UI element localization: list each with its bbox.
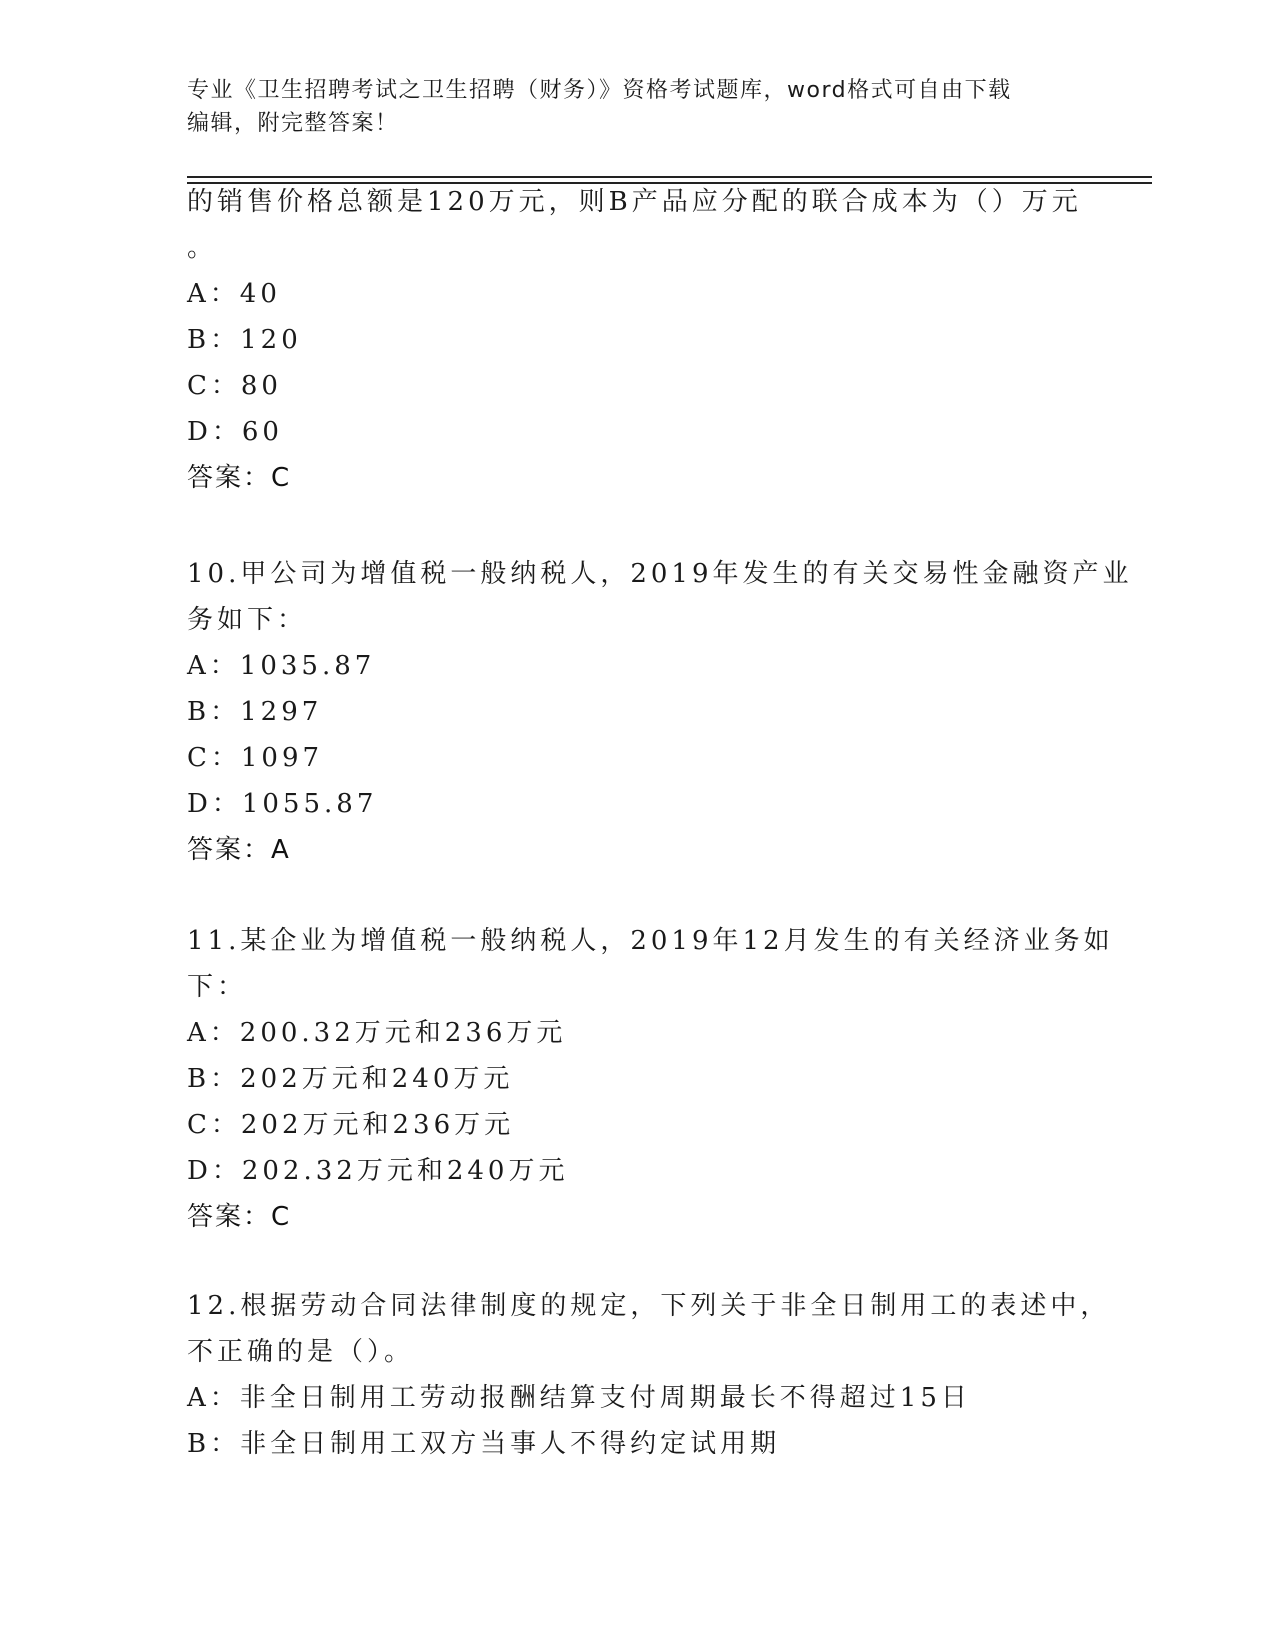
- question-11: [187, 918, 1114, 1240]
- option-b: B：202万元和240万元: [187, 1064, 514, 1094]
- header-divider-top: [187, 176, 1152, 178]
- option-c: C：1097: [187, 743, 324, 773]
- option-b: B：120: [187, 325, 302, 355]
- question-12: [187, 1283, 1111, 1467]
- answer-line: 答案：C: [187, 1202, 292, 1232]
- question-stem-line: 12.根据劳动合同法律制度的规定，下列关于非全日制用工的表述中，: [187, 1291, 1111, 1321]
- question-stem-line: 下：: [187, 972, 248, 1002]
- option-d: D：202.32万元和240万元: [187, 1156, 569, 1186]
- answer-line: 答案：A: [187, 835, 291, 865]
- question-10: [187, 551, 1133, 873]
- option-a: A：非全日制用工劳动报酬结算支付周期最长不得超过15日: [187, 1383, 971, 1413]
- option-c: C：202万元和236万元: [187, 1110, 515, 1140]
- document-header: [187, 74, 1087, 140]
- question-stem-line: 11.某企业为增值税一般纳税人，2019年12月发生的有关经济业务如: [187, 926, 1114, 956]
- option-d: D：1055.87: [187, 789, 378, 819]
- option-a: A：40: [187, 279, 281, 309]
- option-a: A：200.32万元和236万元: [187, 1018, 567, 1048]
- answer-line: 答案：C: [187, 463, 292, 493]
- option-b: B：非全日制用工双方当事人不得约定试用期: [187, 1429, 781, 1459]
- header-line-1: 专业《卫生招聘考试之卫生招聘（财务）》资格考试题库，word格式可自由下载: [187, 78, 1012, 103]
- option-a: A：1035.87: [187, 651, 376, 681]
- option-c: C：80: [187, 371, 282, 401]
- option-b: B：1297: [187, 697, 323, 727]
- question-stem-line: 。: [187, 233, 218, 263]
- question-stem-line: 务如下：: [187, 605, 308, 635]
- option-d: D：60: [187, 417, 283, 447]
- question-9: [187, 179, 1087, 501]
- header-line-2: 编辑，附完整答案！: [187, 111, 399, 136]
- question-stem-line: 10.甲公司为增值税一般纳税人，2019年发生的有关交易性金融资产业: [187, 559, 1133, 589]
- question-stem-line: 的销售价格总额是120万元，则B产品应分配的联合成本为（）万元: [187, 187, 1082, 217]
- question-stem-line: 不正确的是（）。: [187, 1337, 415, 1367]
